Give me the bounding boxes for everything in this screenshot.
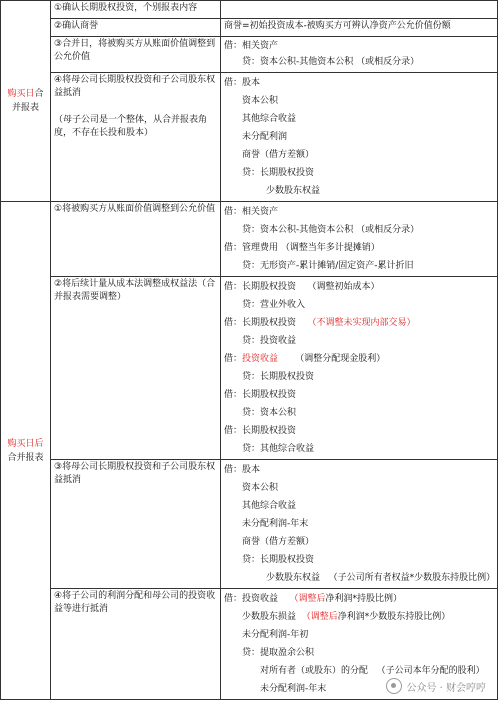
wechat-icon bbox=[386, 678, 402, 694]
step-text: ①确认长期股权投资，个别报表内容 bbox=[54, 3, 198, 13]
entry-cell bbox=[221, 202, 498, 277]
entry-line: 贷：长期股权投资 bbox=[242, 168, 315, 178]
entry-cell bbox=[221, 277, 498, 460]
step-text: ③将母公司长期股权投资和子公司股东权益抵消 bbox=[54, 462, 216, 485]
entry-line: 其他综合收益 bbox=[242, 114, 297, 124]
entry-line: 借：投资收益 （调整分配现金股利） bbox=[224, 354, 386, 364]
step-text: ④将母公司长期股权投资和子公司股东权益抵消 bbox=[54, 75, 216, 98]
entry-line: 借：管理费用 （调整当年多计提摊销） bbox=[224, 243, 380, 253]
step-cell bbox=[51, 73, 221, 202]
step-text: ③合并日，将被购买方从账面价值调整到公允价值 bbox=[54, 39, 216, 62]
step-cell bbox=[51, 202, 221, 277]
watermark bbox=[386, 678, 486, 694]
entry-cell bbox=[221, 19, 498, 37]
entry-line: 贷：长期股权投资 bbox=[242, 555, 315, 565]
entry-line: 借：投资收益 （调整后净利润*持股比例） bbox=[224, 594, 402, 604]
phase-label-red: 购买日 bbox=[7, 89, 35, 99]
entry-line: 贷：提取盈余公积 bbox=[242, 648, 315, 658]
entry-text: 商誉=初始投资成本-被购买方可辨认净资产公允价值份额 bbox=[224, 21, 451, 31]
table-row bbox=[1, 37, 498, 73]
table-row bbox=[1, 460, 498, 589]
entry-line: 借：长期股权投资 bbox=[224, 390, 297, 400]
entry-line: 贷：无形资产-累计摊销/固定资产-累计折旧 bbox=[242, 261, 414, 271]
entry-line: 未分配利润-年末 bbox=[260, 684, 327, 694]
entry-line: 借：长期股权投资 （调整初始成本） bbox=[224, 282, 380, 292]
step-text: ④将子公司的利润分配和母公司的投资收益等进行抵消 bbox=[54, 591, 216, 614]
entry-line: 借：相关资产 bbox=[224, 41, 279, 51]
step-note: （母子公司是一个整体，从合并报表角度，不存在长投和股本） bbox=[54, 115, 208, 138]
step-cell bbox=[51, 19, 221, 37]
entry-line: 借：长期股权投资 （不调整未实现内部交易） bbox=[224, 318, 416, 328]
step-cell bbox=[51, 37, 221, 73]
entry-line: 少数股东权益 （子公司所有者权益*少数股东持股比例） bbox=[266, 573, 496, 583]
entry-line: 贷：其他综合收益 bbox=[242, 444, 315, 454]
entry-line: 贷：资本公积 bbox=[242, 408, 297, 418]
step-cell bbox=[51, 589, 221, 700]
entry-line: 其他综合收益 bbox=[242, 501, 297, 511]
step-cell bbox=[51, 277, 221, 460]
entry-line: 资本公积 bbox=[242, 483, 279, 493]
entry-cell bbox=[221, 1, 498, 19]
entry-line: 商誉（借方差额） bbox=[242, 537, 315, 547]
entry-line: 商誉（借方差额） bbox=[242, 150, 315, 160]
table-row bbox=[1, 73, 498, 202]
entry-cell bbox=[221, 73, 498, 202]
step-cell bbox=[51, 460, 221, 589]
entry-line: 借：股本 bbox=[224, 78, 261, 88]
table-row bbox=[1, 1, 498, 19]
entry-line: 借：长期股权投资 bbox=[224, 426, 297, 436]
entry-line: 贷：营业外收入 bbox=[242, 300, 306, 310]
phase-cell-post-acquisition bbox=[1, 202, 51, 700]
entry-line: 少数股东权益 bbox=[266, 186, 321, 196]
entry-cell bbox=[221, 37, 498, 73]
entry-line: 贷：资本公积-其他资本公积 （或相反分录） bbox=[242, 225, 420, 235]
step-text: ②将后续计量从成本法调整成权益法（合并报表需要调整） bbox=[54, 279, 216, 302]
entry-line: 贷：长期股权投资 bbox=[242, 372, 315, 382]
table-row bbox=[1, 202, 498, 277]
phase-label: 合并报表 bbox=[11, 89, 44, 113]
entry-line: 贷：资本公积-其他资本公积 （或相反分录） bbox=[242, 57, 420, 67]
step-cell bbox=[51, 1, 221, 19]
entry-line: 借：相关资产 bbox=[224, 207, 279, 217]
entry-line: 对所有者（或股东）的分配 （子公司本年分配的股利） bbox=[260, 666, 485, 676]
phase-label: 合并报表 bbox=[7, 452, 44, 463]
step-text: ①将被购买方从账面价值调整到公允价值 bbox=[54, 204, 216, 214]
step-text: ②确认商誉 bbox=[54, 21, 99, 31]
entry-line: 贷：投资收益 bbox=[242, 336, 297, 346]
entry-line: 借：股本 bbox=[224, 465, 261, 475]
entry-line: 少数股东损益 （调整后净利润*少数股东持股比例） bbox=[242, 612, 451, 622]
phase-label-red: 购买日后 bbox=[7, 438, 44, 449]
entry-line: 资本公积 bbox=[242, 96, 279, 106]
watermark-text: 公众号 · 财会哼哼 bbox=[406, 682, 486, 694]
entry-line: 未分配利润-年末 bbox=[242, 519, 309, 529]
table-row bbox=[1, 19, 498, 37]
entry-line: 未分配利润-年初 bbox=[242, 630, 309, 640]
entry-line: 未分配利润 bbox=[242, 132, 288, 142]
entry-cell bbox=[221, 460, 498, 589]
phase-cell-acquisition bbox=[1, 1, 51, 202]
table-row bbox=[1, 277, 498, 460]
